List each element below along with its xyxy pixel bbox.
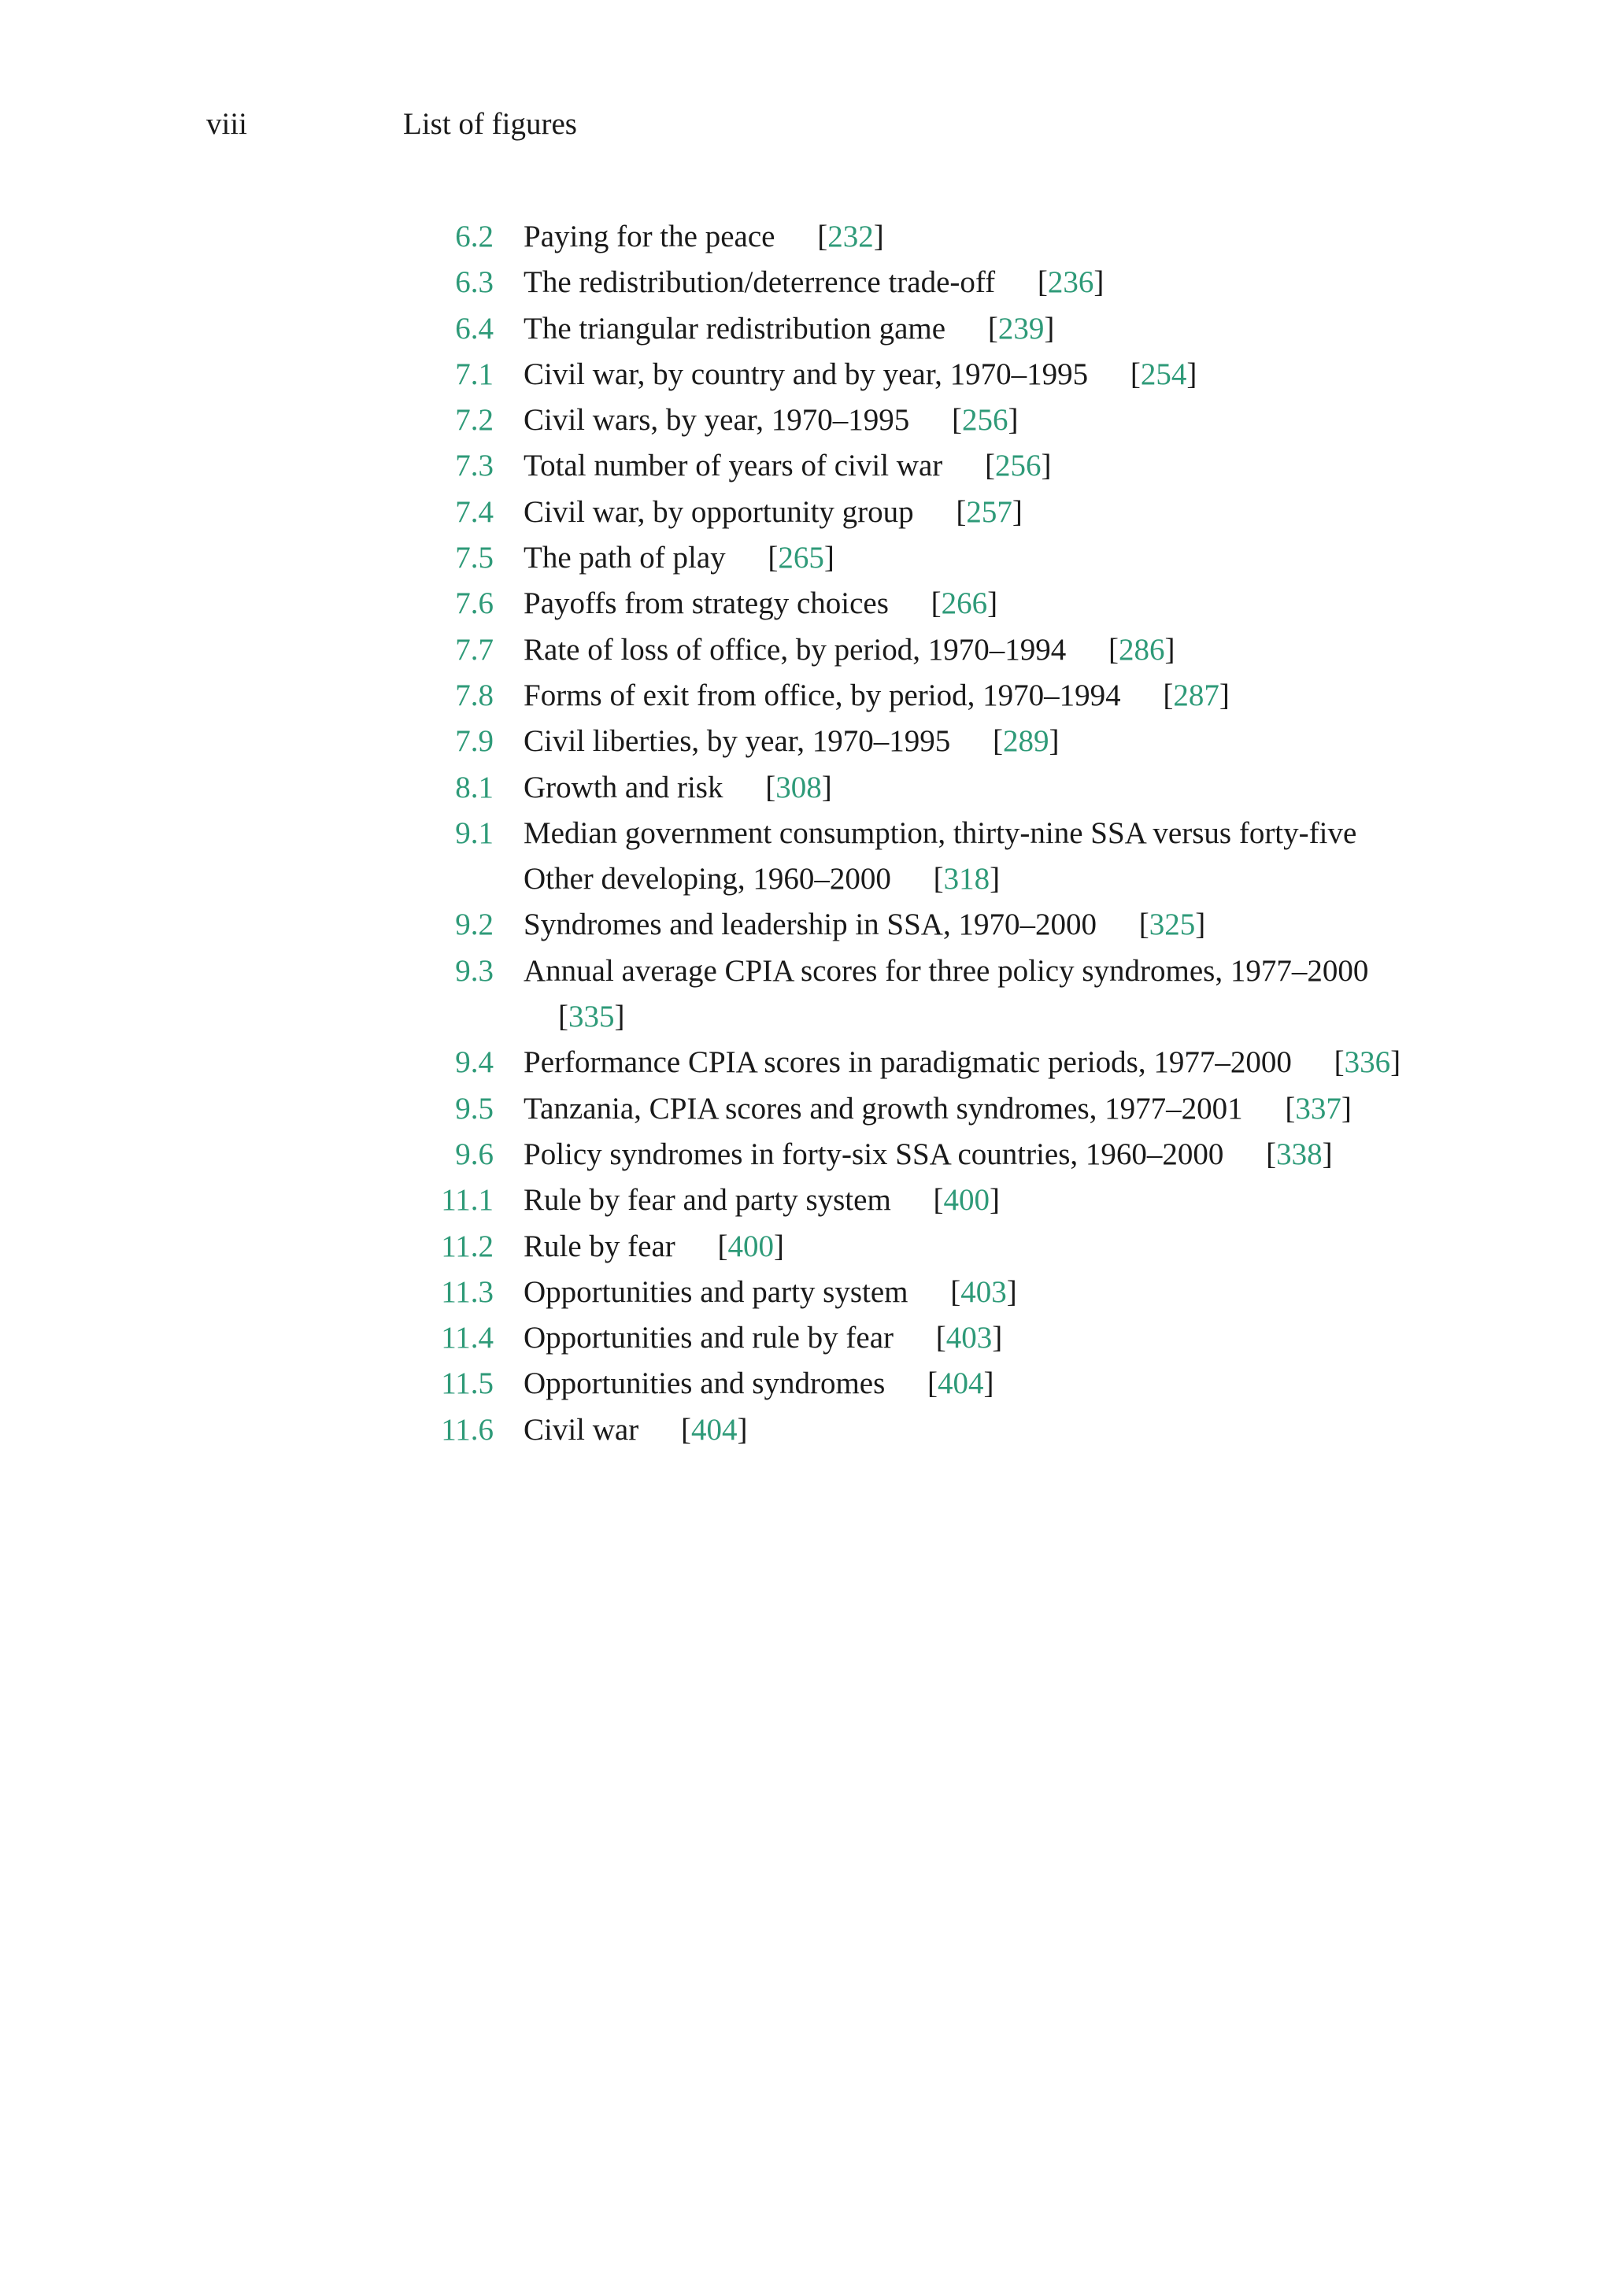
figure-number: 7.3 <box>455 449 494 483</box>
open-bracket: [ <box>717 1229 728 1263</box>
close-bracket: ] <box>1008 403 1019 438</box>
figure-entry-body <box>524 581 1421 627</box>
figure-page-link[interactable]: 404 <box>938 1366 984 1401</box>
figure-entry[interactable] <box>409 214 1512 260</box>
figure-title: Civil wars, by year, 1970–1995 <box>524 403 910 438</box>
figure-entry[interactable] <box>409 719 1512 764</box>
close-bracket: ] <box>1341 1091 1352 1126</box>
figure-number: 8.1 <box>455 770 494 804</box>
close-bracket: ] <box>983 1366 994 1401</box>
figure-title: Civil war, by opportunity group <box>524 494 914 529</box>
figure-page-reference[interactable] <box>1334 1045 1401 1079</box>
figure-entry[interactable] <box>409 1361 1512 1407</box>
open-bracket: [ <box>1334 1045 1345 1080</box>
figure-entry[interactable] <box>409 1132 1512 1178</box>
figure-title: Rate of loss of office, by period, 1970–1994 <box>524 632 1067 667</box>
figure-title: Rule by fear and party system <box>524 1183 891 1218</box>
close-bracket: ] <box>1195 908 1206 942</box>
open-bracket: [ <box>680 1412 691 1447</box>
open-bracket: [ <box>1163 678 1174 712</box>
close-bracket: ] <box>821 770 832 804</box>
figure-page-reference[interactable] <box>718 1229 785 1263</box>
figure-number: 11.3 <box>441 1274 494 1309</box>
figure-entry-body <box>524 352 1421 397</box>
figure-number: 9.1 <box>455 815 494 850</box>
open-bracket: [ <box>992 724 1003 759</box>
open-bracket: [ <box>935 1321 946 1355</box>
figure-number: 7.2 <box>455 403 494 438</box>
figure-entry-body <box>524 948 1421 1041</box>
figure-entry-body <box>524 1315 1421 1361</box>
figure-page-link[interactable]: 338 <box>1276 1137 1323 1171</box>
figure-page-reference[interactable] <box>765 771 832 804</box>
figure-entry[interactable] <box>409 1040 1512 1085</box>
figure-page-reference[interactable] <box>988 312 1055 346</box>
figure-entry-body <box>524 673 1421 719</box>
close-bracket: ] <box>990 1183 1001 1218</box>
figure-page-link[interactable]: 289 <box>1002 724 1049 759</box>
figure-entry[interactable] <box>409 490 1512 535</box>
figure-page-link[interactable]: 336 <box>1344 1045 1391 1080</box>
figure-title: Civil war <box>524 1412 639 1447</box>
figure-page-link[interactable]: 256 <box>961 403 1008 438</box>
figure-entry-body <box>524 1132 1421 1178</box>
figure-entry-body <box>524 627 1421 673</box>
figure-title: Total number of years of civil war <box>524 449 943 483</box>
figure-page-link[interactable]: 232 <box>827 220 874 253</box>
figure-number: 7.7 <box>455 632 494 667</box>
figure-entry[interactable] <box>409 397 1512 443</box>
figure-page-link[interactable]: 335 <box>568 1000 615 1034</box>
open-bracket: [ <box>765 770 776 804</box>
header-title: List of figures <box>403 107 577 141</box>
close-bracket: ] <box>774 1229 785 1263</box>
open-bracket: [ <box>931 586 942 621</box>
close-bracket: ] <box>992 1321 1003 1355</box>
figure-page-reference[interactable] <box>927 1366 994 1400</box>
figure-entry-body <box>524 1361 1421 1407</box>
open-bracket: [ <box>1285 1091 1296 1126</box>
figure-page-reference[interactable] <box>1163 678 1230 712</box>
close-bracket: ] <box>1041 449 1052 483</box>
figure-title: The path of play <box>524 541 726 575</box>
figure-page-reference[interactable] <box>558 1000 625 1033</box>
figure-number: 7.4 <box>455 494 494 529</box>
figure-number: 6.2 <box>455 220 494 253</box>
figure-page-link[interactable]: 337 <box>1295 1091 1341 1126</box>
figure-page-reference[interactable] <box>768 541 834 575</box>
figure-entry-body <box>524 260 1421 305</box>
figure-entry-body <box>524 811 1421 903</box>
figure-page-link[interactable]: 256 <box>995 449 1042 483</box>
figure-entry-body <box>524 443 1421 489</box>
figure-title: Opportunities and syndromes <box>524 1366 886 1401</box>
open-bracket: [ <box>951 403 962 438</box>
close-bracket: ] <box>1219 678 1230 712</box>
figure-entry-body <box>524 306 1421 352</box>
figure-page-link[interactable]: 287 <box>1173 678 1219 712</box>
open-bracket: [ <box>1130 357 1141 391</box>
open-bracket: [ <box>1266 1137 1277 1171</box>
figure-page-reference[interactable] <box>931 586 998 620</box>
figure-title: Opportunities and party system <box>524 1274 908 1309</box>
figure-entry-body <box>524 214 1421 260</box>
figure-entry-body <box>524 902 1421 948</box>
figure-title: Rule by fear <box>524 1229 675 1263</box>
close-bracket: ] <box>1049 724 1060 759</box>
figure-page-reference[interactable] <box>934 1183 1001 1217</box>
close-bracket: ] <box>1044 311 1055 346</box>
close-bracket: ] <box>823 541 834 575</box>
open-bracket: [ <box>956 494 967 529</box>
figure-page-reference[interactable] <box>1285 1092 1352 1126</box>
close-bracket: ] <box>1390 1045 1401 1080</box>
figure-page-link[interactable]: 403 <box>945 1321 993 1355</box>
open-bracket: [ <box>950 1274 961 1309</box>
figure-entry-body <box>524 1178 1421 1223</box>
figure-entry[interactable] <box>409 673 1512 719</box>
open-bracket: [ <box>933 862 944 897</box>
figure-entry[interactable] <box>409 306 1512 352</box>
open-bracket: [ <box>1138 908 1149 942</box>
figure-title: Annual average CPIA scores for three policy syndromes, 1977–2000 <box>524 953 1369 988</box>
open-bracket: [ <box>1108 632 1119 667</box>
open-bracket: [ <box>768 541 779 575</box>
close-bracket: ] <box>990 862 1001 897</box>
figure-entry[interactable] <box>409 1407 1512 1453</box>
figure-page-link[interactable]: 308 <box>775 770 822 804</box>
figure-page-reference[interactable] <box>1130 357 1197 391</box>
figure-entry[interactable] <box>409 260 1512 305</box>
figure-entry[interactable] <box>409 535 1512 581</box>
figure-page-link[interactable]: 266 <box>941 586 988 621</box>
figure-number: 7.6 <box>455 586 494 621</box>
figure-title: Civil war, by country and by year, 1970–1995 <box>524 357 1089 391</box>
open-bracket: [ <box>933 1183 944 1218</box>
figure-page-reference[interactable] <box>681 1413 748 1447</box>
figure-page-link[interactable]: 239 <box>997 311 1045 346</box>
figure-entry[interactable] <box>409 1315 1512 1361</box>
figure-title: Forms of exit from office, by period, 1970–1994 <box>524 678 1121 712</box>
page-number: viii <box>206 107 248 141</box>
open-bracket: [ <box>985 449 996 483</box>
figure-entry-body <box>524 1270 1421 1315</box>
open-bracket: [ <box>817 220 828 253</box>
figure-page-reference[interactable] <box>956 495 1023 529</box>
figure-entry-body <box>524 1224 1421 1270</box>
figure-page-reference[interactable] <box>1139 908 1206 941</box>
figure-entry[interactable] <box>409 352 1512 397</box>
figure-page-reference[interactable] <box>993 724 1060 758</box>
figure-entry-body <box>524 490 1421 535</box>
close-bracket: ] <box>873 220 884 253</box>
running-header <box>206 101 1466 148</box>
figure-entry[interactable] <box>409 1270 1512 1315</box>
figure-number: 11.5 <box>441 1366 494 1401</box>
figure-page-link[interactable]: 254 <box>1140 357 1187 391</box>
figure-entry[interactable] <box>409 443 1512 489</box>
figure-title: Policy syndromes in forty-six SSA countries, 1960–2000 <box>524 1137 1224 1171</box>
figure-number: 11.4 <box>441 1321 494 1355</box>
open-bracket: [ <box>987 311 998 346</box>
open-bracket: [ <box>558 1000 568 1034</box>
open-bracket: [ <box>1037 265 1048 300</box>
close-bracket: ] <box>1322 1137 1333 1171</box>
figure-page-link[interactable]: 400 <box>727 1229 775 1263</box>
figure-number: 11.1 <box>441 1183 494 1218</box>
figure-entry-body <box>524 765 1421 811</box>
figure-entry-body <box>524 535 1421 581</box>
figure-page-link[interactable]: 236 <box>1047 265 1094 300</box>
figure-entry-body <box>524 397 1421 443</box>
figure-entry[interactable] <box>409 627 1512 673</box>
figure-page-link[interactable]: 400 <box>943 1183 990 1218</box>
figure-number: 11.2 <box>441 1229 494 1263</box>
figure-entry[interactable] <box>409 811 1512 903</box>
figure-number: 11.6 <box>441 1412 494 1447</box>
figure-page-reference[interactable] <box>934 862 1001 896</box>
figure-entry[interactable] <box>409 581 1512 627</box>
figure-entry-body <box>524 1086 1421 1132</box>
figure-entry[interactable] <box>409 765 1512 811</box>
figure-number: 7.8 <box>455 678 494 712</box>
figure-number: 7.1 <box>455 357 494 391</box>
figure-page-link[interactable]: 318 <box>943 862 990 897</box>
figure-entry[interactable] <box>409 902 1512 948</box>
figure-number: 9.5 <box>455 1091 494 1126</box>
figure-page-link[interactable]: 325 <box>1149 908 1196 942</box>
figure-title: Payoffs from strategy choices <box>524 586 889 621</box>
figure-number: 9.4 <box>455 1045 494 1080</box>
figure-title: Opportunities and rule by fear <box>524 1321 894 1355</box>
figure-page-link[interactable]: 403 <box>960 1274 1007 1309</box>
figure-title: Syndromes and leadership in SSA, 1970–2000 <box>524 908 1097 942</box>
open-bracket: [ <box>927 1366 938 1401</box>
figure-title: The triangular redistribution game <box>524 311 946 346</box>
figure-title: Median government consumption, thirty-nine SSA versus forty-five Other developing, 1960–2000 <box>524 815 1357 897</box>
close-bracket: ] <box>614 1000 625 1034</box>
figure-page-reference[interactable] <box>952 403 1019 437</box>
close-bracket: ] <box>1093 265 1105 300</box>
figure-page-reference[interactable] <box>1266 1137 1333 1171</box>
figure-title: Paying for the peace <box>524 220 775 253</box>
figure-entry-body <box>524 1407 1421 1453</box>
figure-page-reference[interactable] <box>950 1275 1017 1309</box>
figure-number: 7.9 <box>455 724 494 759</box>
figure-number: 7.5 <box>455 541 494 575</box>
figure-page-link[interactable]: 286 <box>1119 632 1165 667</box>
figure-page-reference[interactable] <box>1108 633 1175 667</box>
figure-entry[interactable] <box>409 1224 1512 1270</box>
figure-entry[interactable] <box>409 948 1512 1041</box>
figure-page-reference[interactable] <box>817 220 884 253</box>
close-bracket: ] <box>1012 494 1023 529</box>
figure-number: 9.2 <box>455 908 494 942</box>
figure-number: 9.3 <box>455 953 494 988</box>
figure-entry-body <box>524 1040 1421 1085</box>
figure-page-link[interactable]: 257 <box>966 494 1012 529</box>
figure-list <box>409 214 1512 1453</box>
figure-title: Tanzania, CPIA scores and growth syndromes, 1977–2001 <box>524 1091 1243 1126</box>
figure-entry[interactable] <box>409 1178 1512 1223</box>
figure-number: 6.4 <box>455 311 494 346</box>
figure-page-reference[interactable] <box>985 449 1052 482</box>
figure-title: Performance CPIA scores in paradigmatic periods, 1977–2000 <box>524 1045 1292 1080</box>
close-bracket: ] <box>987 586 998 621</box>
figure-page-reference[interactable] <box>936 1321 1003 1355</box>
figure-title: Growth and risk <box>524 770 723 804</box>
close-bracket: ] <box>1164 632 1175 667</box>
figure-number: 9.6 <box>455 1137 494 1171</box>
figure-page-link[interactable]: 265 <box>778 541 824 575</box>
close-bracket: ] <box>1006 1274 1017 1309</box>
figure-page-link[interactable]: 404 <box>690 1412 738 1447</box>
close-bracket: ] <box>737 1412 748 1447</box>
figure-title: The redistribution/deterrence trade-off <box>524 265 996 300</box>
figure-entry[interactable] <box>409 1086 1512 1132</box>
figure-number: 6.3 <box>455 265 494 300</box>
close-bracket: ] <box>1186 357 1197 391</box>
figure-title: Civil liberties, by year, 1970–1995 <box>524 724 951 759</box>
figure-page-reference[interactable] <box>1038 265 1105 299</box>
figure-entry-body <box>524 719 1421 764</box>
